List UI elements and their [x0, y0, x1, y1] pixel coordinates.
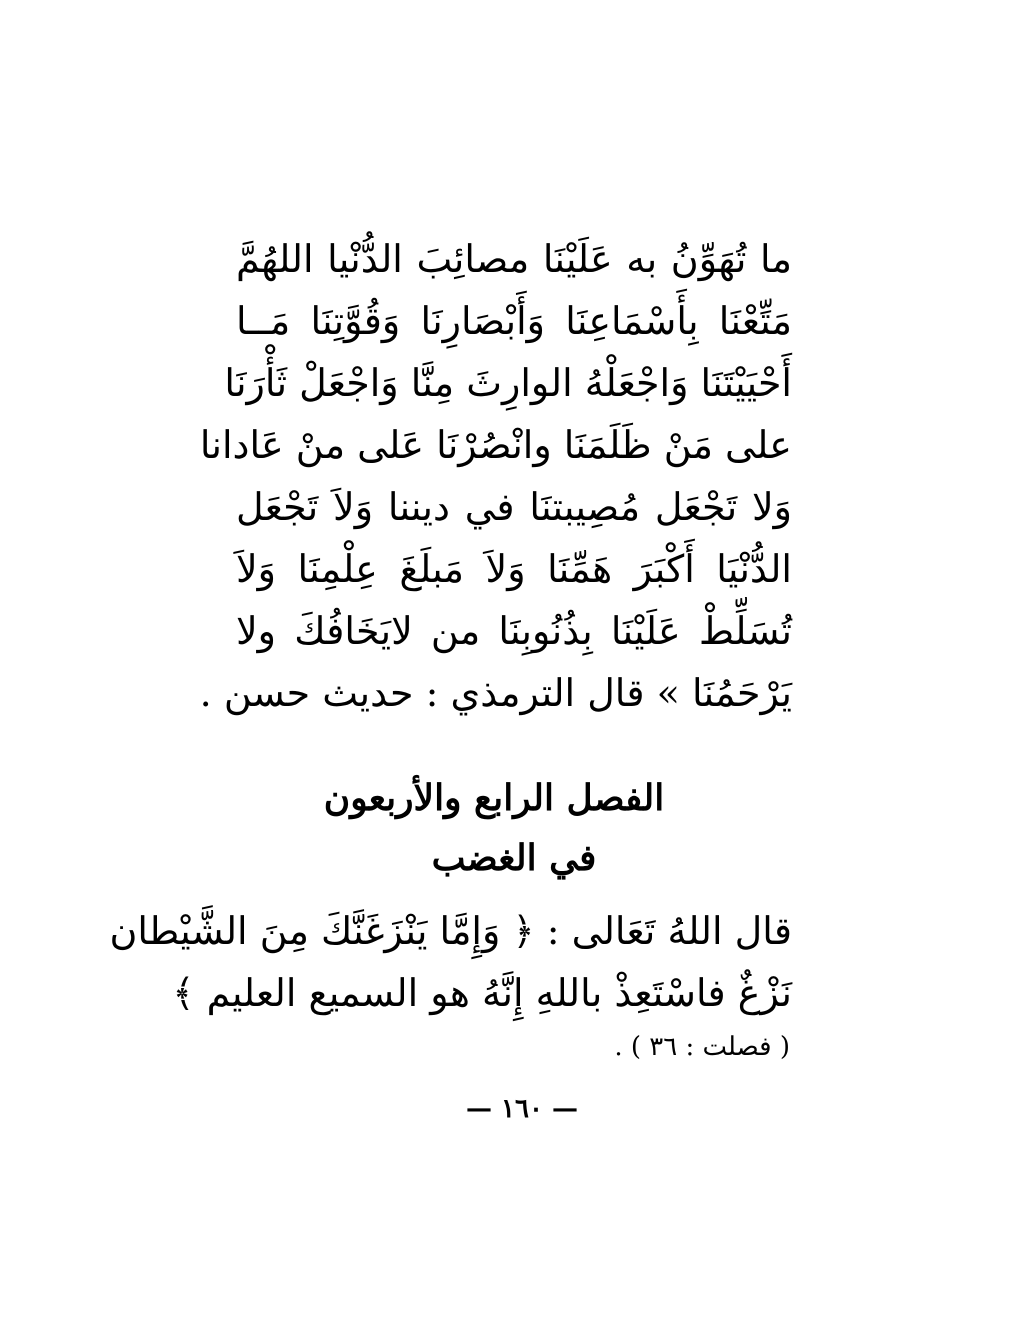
chapter-subtitle: في الغضب — [431, 837, 597, 879]
hadith-line: يَرْحَمُنَا » قال الترمذي : حديث حسن . — [199, 671, 792, 715]
chapter-title: الفصل الرابع والأربعون — [323, 777, 665, 819]
verse-citation: ( فصلت : ٣٦ ) . — [614, 1032, 790, 1062]
hadith-text — [199, 228, 792, 724]
hadith-line: تُسَلِّطْ عَلَيْنَا بِذُنُوبِنَا من لايَخَافُكَ ولا — [236, 609, 792, 653]
quran-verse-text — [109, 900, 792, 1024]
hadith-line: وَلا تَجْعَل مُصِيبتنَا في ديننا وَلاَ تَجْعَل — [236, 485, 792, 529]
hadith-line: أَحْيَيْتَنَا وَاجْعَلْهُ الوارِثَ مِنَّا وَاجْعَلْ ثَأْرَنَا — [224, 361, 792, 405]
verse-line: نَزْغٌ فاسْتَعِذْ باللهِ إِنَّهُ هو السميع العليم ﴾ — [172, 971, 792, 1015]
hadith-line: على مَنْ ظَلَمَنَا وانْصُرْنَا عَلى منْ عَادانا — [199, 423, 792, 467]
hadith-line: مَتِّعْنَا بِأَسْمَاعِنَا وَأَبْصَارِنَا وَقُوَّتِنَا مَــا — [236, 299, 792, 343]
hadith-line: ما تُهَوِّنُ به عَلَيْنَا مصائِبَ الدُّنْيا اللهُمَّ — [236, 237, 792, 281]
verse-line: قال اللهُ تَعَالى : ﴿ وَإِمَّا يَنْزَغَنَّكَ مِنَ الشَّيْطان — [109, 909, 792, 953]
page-number: — ١٦٠ — — [465, 1094, 579, 1124]
hadith-line: الدُّنْيَا أَكْبَرَ هَمِّنَا وَلاَ مَبلَغَ عِلْمِنَا وَلاَ — [236, 547, 792, 591]
